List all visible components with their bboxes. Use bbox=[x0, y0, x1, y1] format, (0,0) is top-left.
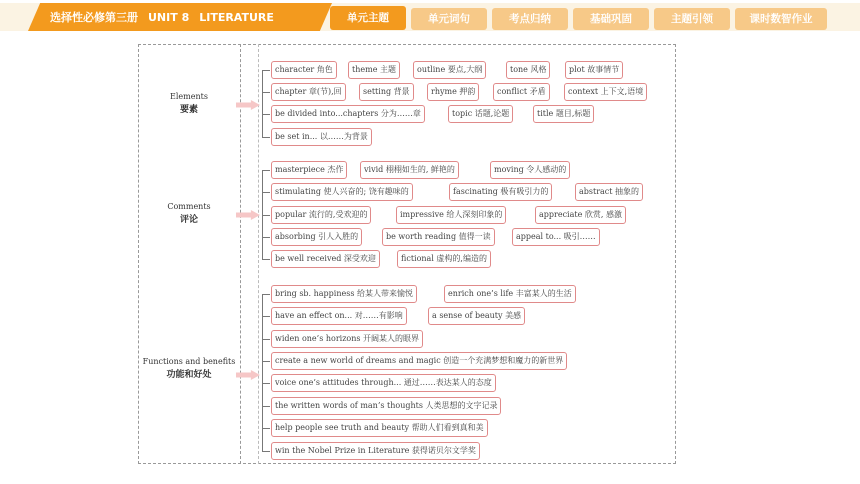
tab-unit-vocabulary[interactable]: 单元词句 bbox=[411, 8, 487, 30]
tab-basic-practice[interactable]: 基础巩固 bbox=[573, 8, 649, 30]
term-chip: theme 主题 bbox=[348, 61, 400, 79]
term-chip: topic 话题,论题 bbox=[448, 105, 513, 123]
term-chip: appreciate 欣赏, 感激 bbox=[535, 206, 626, 224]
term-chip: outline 要点,大纲 bbox=[413, 61, 486, 79]
term-chip: the written words of man’s thoughts 人类思想的文字记录 bbox=[271, 397, 501, 415]
term-chip: be set in... 以……为背景 bbox=[271, 128, 372, 146]
term-chip: chapter 章(节),回 bbox=[271, 83, 346, 101]
row-connector bbox=[262, 92, 270, 93]
tab-unit-theme[interactable]: 单元主题 bbox=[330, 6, 406, 30]
row-connector bbox=[262, 316, 270, 317]
row-connector bbox=[262, 70, 270, 71]
row-connector bbox=[262, 451, 270, 452]
row-connector bbox=[262, 170, 270, 171]
section-label-cn: 要素 bbox=[179, 105, 198, 115]
section-label-en: Functions and benefits bbox=[142, 357, 236, 366]
term-chip: setting 背景 bbox=[359, 83, 414, 101]
header-title bbox=[50, 9, 274, 25]
term-chip: masterpiece 杰作 bbox=[271, 161, 347, 179]
term-chip: help people see truth and beauty 帮助人们看到真和美 bbox=[271, 419, 488, 437]
section-label-cn: 评论 bbox=[179, 215, 198, 225]
tab-homework[interactable]: 课时数智作业 bbox=[735, 8, 827, 30]
term-chip: tone 风格 bbox=[506, 61, 550, 79]
section-label-en: Elements bbox=[170, 92, 208, 101]
inner-column-divider bbox=[258, 44, 259, 464]
term-chip: plot 故事情节 bbox=[565, 61, 623, 79]
row-connector bbox=[262, 215, 270, 216]
term-chip: moving 令人感动的 bbox=[490, 161, 570, 179]
section-label-cn: 功能和好处 bbox=[166, 370, 212, 380]
unit-number: UNIT 8 bbox=[148, 11, 190, 24]
row-connector bbox=[262, 361, 270, 362]
term-chip: be well received 深受欢迎 bbox=[271, 250, 380, 268]
term-chip: rhyme 押韵 bbox=[427, 83, 479, 101]
row-connector bbox=[262, 383, 270, 384]
term-chip: be divided into...chapters 分为……章 bbox=[271, 105, 425, 123]
term-chip: a sense of beauty 美感 bbox=[428, 307, 525, 325]
section-label-en: Comments bbox=[167, 202, 211, 211]
term-chip: stimulating 使人兴奋的; 饶有趣味的 bbox=[271, 183, 413, 201]
term-chip: be worth reading 值得一读 bbox=[382, 228, 495, 246]
term-chip: enrich one’s life 丰富某人的生活 bbox=[444, 285, 576, 303]
term-chip: appeal to... 吸引…… bbox=[512, 228, 600, 246]
tab-theme-guide[interactable]: 主题引领 bbox=[654, 8, 730, 30]
row-connector bbox=[262, 237, 270, 238]
section-bracket bbox=[262, 70, 270, 137]
term-chip: widen one’s horizons 开阔某人的眼界 bbox=[271, 330, 423, 348]
unit-name: LITERATURE bbox=[199, 11, 274, 24]
term-chip: context 上下文,语境 bbox=[564, 83, 647, 101]
tab-key-points[interactable]: 考点归纳 bbox=[492, 8, 568, 30]
section-label-functions bbox=[138, 357, 240, 380]
section-label-elements bbox=[138, 92, 240, 115]
term-chip: vivid 栩栩如生的, 鲜艳的 bbox=[360, 161, 459, 179]
term-chip: voice one’s attitudes through... 通过……表达某人的态度 bbox=[271, 374, 496, 392]
term-chip: impressive 给人深刻印象的 bbox=[396, 206, 506, 224]
term-chip: absorbing 引人入胜的 bbox=[271, 228, 362, 246]
row-connector bbox=[262, 428, 270, 429]
term-chip: abstract 抽象的 bbox=[575, 183, 643, 201]
term-chip: fictional 虚构的,编造的 bbox=[397, 250, 491, 268]
term-chip: bring sb. happiness 给某人带来愉悦 bbox=[271, 285, 417, 303]
row-connector bbox=[262, 259, 270, 260]
header-bar bbox=[0, 0, 860, 38]
book-title: 选择性必修第三册 bbox=[50, 11, 138, 24]
term-chip: have an effect on... 对……有影响 bbox=[271, 307, 407, 325]
term-chip: fascinating 极有吸引力的 bbox=[449, 183, 552, 201]
term-chip: create a new world of dreams and magic 创造一个充满梦想和魔力的新世界 bbox=[271, 352, 567, 370]
row-connector bbox=[262, 294, 270, 295]
term-chip: popular 流行的,受欢迎的 bbox=[271, 206, 371, 224]
term-chip: title 题目,标题 bbox=[533, 105, 594, 123]
term-chip: character 角色 bbox=[271, 61, 337, 79]
row-connector bbox=[262, 406, 270, 407]
row-connector bbox=[262, 192, 270, 193]
row-connector bbox=[262, 137, 270, 138]
term-chip: conflict 矛盾 bbox=[493, 83, 550, 101]
row-connector bbox=[262, 339, 270, 340]
term-chip: win the Nobel Prize in Literature 获得诺贝尔文学奖 bbox=[271, 442, 480, 460]
section-label-comments bbox=[138, 202, 240, 225]
row-connector bbox=[262, 114, 270, 115]
